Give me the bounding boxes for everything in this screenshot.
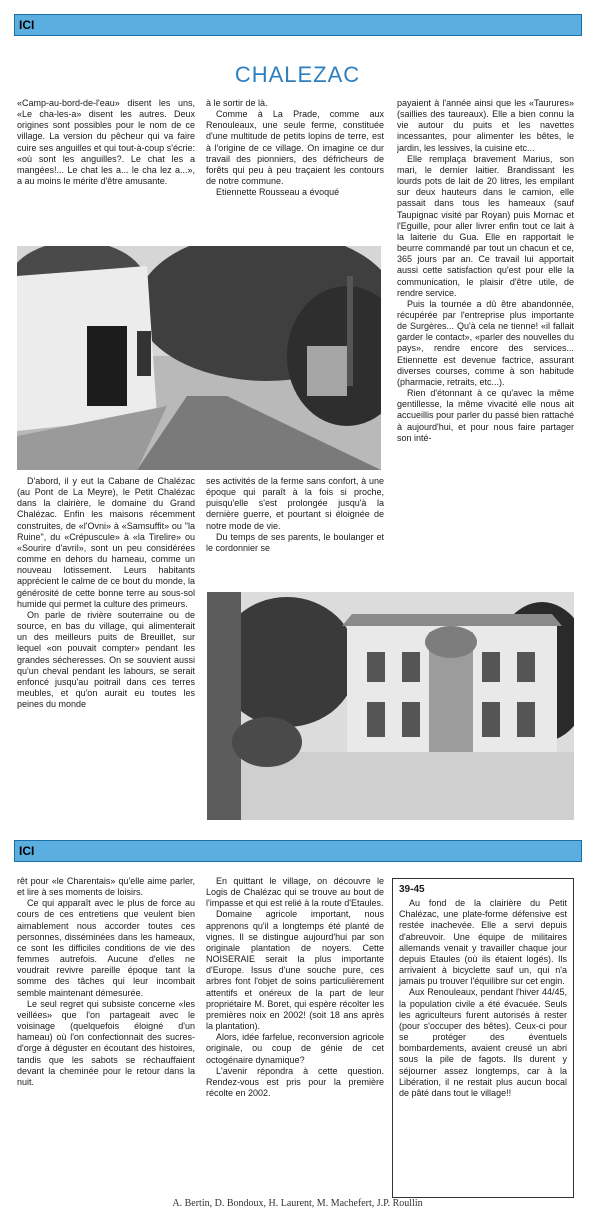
author-credits: A. Bertin, D. Bondoux, H. Laurent, M. Machefert, J.P. Roullin [172, 1198, 423, 1209]
paragraph: On parle de rivière souterraine ou de source, en bas du village, qui alimenterait un des meilleurs puits de Breuillet, sur lequel «on pouvait compter» pendant les grandes sécheresses. On se souvient aussi qu'un cheval pendant les labours, se serait enfoncé jusqu'au poitrail dans ces terres meubles, et qu'on aurait eu toutes les peines du monde [17, 609, 195, 710]
paragraph: Au fond de la clairière du Petit Chalézac, une plate-forme défensive est restée inachevée. Elle a servi depuis d'abreuvoir. Une équipe de militaires allemands venait y travailler chaque jour depuis Etaules (où ils étaient logés). Ils arrivaient à bicyclette sauf un, qui n'a jamais pu trouver l'équilibre sur cet engin. [399, 898, 567, 987]
article-right-col [397, 98, 574, 585]
article-title: CHALEZAC [234, 62, 361, 87]
paragraph: «Camp-au-bord-de-l'eau» disent les uns, «Le cha-les-a» disent les autres. Deux origines sont possibles pour le nom de ce village. La version du pêcheur qui va faire cuire ses anguilles et qui tout-à-coup s'écrie: «où sont les anguilles?. Le chat les a mangées!... Le chat les a... le cha lez a...», a au moins le mérite d'être amusante. [17, 98, 195, 187]
ww2-sidebar-box [392, 878, 574, 1198]
paragraph: Elle remplaça bravement Marius, son mari, le dernier laitier. Brandissant les lourds pots de lait de 20 litres, les empilant sur deux hauteurs dans le camion, elle passait dans tous les hameaux (sauf Taupignac visité par Royan) puis Mornac et l'Eguille, pour aller livrer enfin tout ce lait à la laiterie du Gua. Elle en rapportait le beurre commandé par tout un chacun et ce, 365 jours par an. Ce travail lui apportait aussi cette satisfaction qu'est pour elle la communication, le plaisir d'être utile, de rendre service. [397, 153, 574, 298]
logis-manor-photo [207, 592, 574, 820]
section2-label: ICI [19, 844, 35, 858]
section2-col2 [206, 876, 384, 1194]
paragraph: Aux Renouleaux, pendant l'hiver 44/45, la population civile a été évacuée. Seuls les agriculteurs furent autorisés à rester (pour s'occuper des bêtes). Ceux-ci pour se protéger des éventuels bombardements, avaient creusé un abri sous la pile de fagots. Ils durent y séjourner assez longtemps, car à la Libération, il ne restait plus aucun bocal de pâté dans tout le village!! [399, 987, 567, 1098]
paragraph: Du temps de ses parents, le boulanger et le cordonnier se [206, 531, 384, 553]
paragraph: Puis la tournée a dû être abandonnée, récupérée par l'entreprise plus importante de Surgères... Qu'à cela ne tienne! «il fallait garder le contact», «parler des nouvelles du pays», rendre encore des services... Etiennette est devenue factrice, assurant diverses courses, comme à son habitude (pharmacie, retraits, etc...). [397, 298, 574, 387]
article-mid-col [206, 476, 384, 588]
section-label: ICI [19, 18, 35, 32]
sidebar-title: 39-45 [399, 884, 425, 895]
paragraph: Alors, idée farfelue, reconversion agricole originale, ou coup de génie de cet octogénaire dynamique? [206, 1032, 384, 1065]
paragraph: rêt pour «le Charentais» qu'elle aime parler, et lire à ses moments de loisirs. [17, 876, 195, 898]
paragraph: Le seul regret qui subsiste concerne «les veillées» que l'on partageait avec le voisinage (quelquefois éloigné d'un hameau) où l'on confectionnait des sucres-d'orge à déguster en écoutant des histoires, tandis que les sabots se réchauffaient devant la cheminée pour le retour dans la nuit. [17, 998, 195, 1087]
article-left-col [17, 476, 195, 822]
paragraph: Etiennette Rousseau a évoqué [216, 187, 340, 198]
paragraph: ses activités de la ferme sans confort, à une époque qui paraît à la fois si proche, puisqu'elle s'est prolongée jusqu'à la dernière guerre, et pourtant si éloignée de notre mode de vie. [206, 476, 384, 531]
paragraph: Ce qui apparaît avec le plus de force au cours de ces entretiens que veulent bien aimablement nous accorder toutes ces personnes, disséminées dans les hameaux, ce sont les difficiles conditions de vie des femmes autrefois. Aucune d'elles ne voudrait revivre pareille époque tant la somme des tâches qui leur incombait semble maintenant démesurée. [17, 898, 195, 998]
article-top-col1 [17, 98, 195, 240]
paragraph: Domaine agricole important, nous apprenons qu'il a longtemps été planté de vignes. Il se distingue aujourd'hui par son originale plantation de noyers. Cette NOISERAIE serait la plus importante d'Europe. Issus d'une souche pure, ces arbres font l'objet de soins particulièrement attentifs et onéreux de la part de leur propriétaire M. Boret, qui espère récolter les premières noix en 2002! (soit 18 ans après la plantation). [206, 909, 384, 1032]
paragraph: payaient à l'année ainsi que les «Taurures» (saillies des taureaux). Elle a bien connu la vie autour du puits et les navettes incessantes, pour alimenter les bêtes, le jardin, les lessives, la cuisine etc... [397, 98, 574, 153]
section-header-band [14, 14, 582, 36]
village-road-photo [17, 246, 381, 470]
section2-header-band [14, 840, 582, 862]
paragraph: Rien d'étonnant à ce qu'avec la même gentillesse, la même vivacité elle nous ait accueillis pour parler du passé bien rattaché à aujourd'hui, et pour nous faire partager son inté- [397, 388, 574, 443]
paragraph: L'avenir répondra à cette question. Rendez-vous est pris pour la première récolte en 2002. [206, 1065, 384, 1098]
paragraph: D'abord, il y eut la Cabane de Chalézac (au Pont de La Meyre), le Petit Chalézac dans la clairière, le domaine du Grand Chalézac. Enfin les maisons récemment construites, de «l'Ovni» à «Samsuffit» ou "la Ruine", du «Crépuscule» à «la Tirelire» ou «Sourire d'avril», sont un peu considérées comme en dehors du hameau, comme un nouveau lotissement. Leurs habitants apprécient le calme de ce bout du monde, la générosité de cette bonne terre au sous-sol humide qui permet la culture des primeurs. [17, 476, 195, 609]
article-top-col2 [206, 98, 384, 240]
section2-col1 [17, 876, 195, 1194]
paragraph: En quittant le village, on découvre le Logis de Chalézac qui se trouve au bout de l'impasse et qui est relié à la route d'Etaules. [206, 876, 384, 909]
paragraph: Comme à La Prade, comme aux Renouleaux, une seule ferme, constituée d'une multitude de petits lopins de terre, est à l'origine de ce village. On imagine ce dur travail des pionniers, des défricheurs de forêts qui peu à peu traçaient les contours de notre commune. [206, 109, 384, 187]
paragraph: à le sortir de là. [206, 98, 268, 108]
